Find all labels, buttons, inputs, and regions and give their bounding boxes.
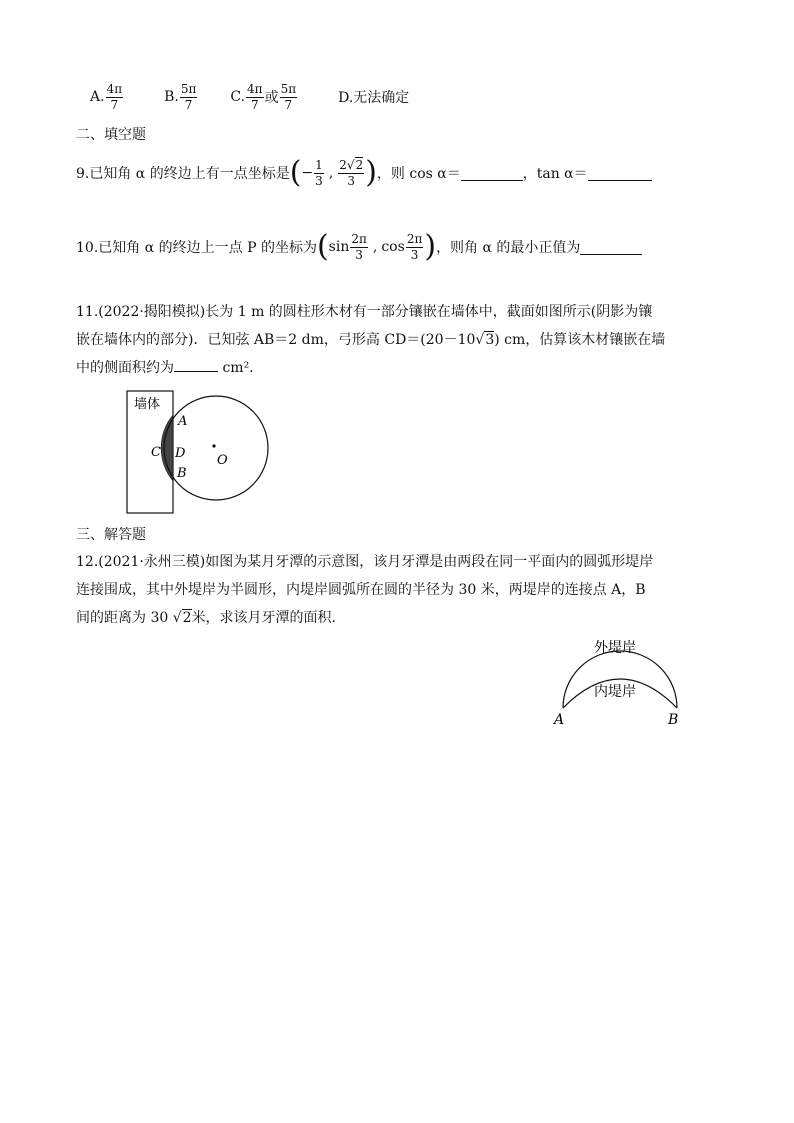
figure-wood-in-wall bbox=[120, 385, 280, 520]
option-b-label: B. bbox=[164, 89, 179, 105]
option-b-fraction: $\frac{5\pi}{7}$ bbox=[180, 81, 197, 112]
section-title-fill-in: 二、填空题 bbox=[76, 127, 146, 143]
q10-cos-fraction: $\frac{2\pi}{3}$ bbox=[406, 231, 423, 262]
q12-line-1: 12.(2021·永州三模)如图为某月牙潭的示意图，该月牙潭是由两段在同一平面内的圆弧形堤岸 bbox=[76, 554, 654, 570]
option-c-or: 或 bbox=[264, 90, 279, 106]
q10-sin: sin bbox=[328, 239, 350, 255]
q9-y-fraction: $\frac{2√2}{3}$ bbox=[339, 157, 364, 188]
q10-blank[interactable] bbox=[580, 240, 642, 255]
point-a-label: A bbox=[178, 414, 188, 429]
q9-cos-prompt: ，则 cos α＝ bbox=[376, 166, 461, 182]
q10-prefix: 10.已知角 α 的终边上一点 P 的坐标为 bbox=[76, 240, 317, 256]
outer-bank-label: 外堤岸 bbox=[594, 640, 636, 656]
point-c-label: C bbox=[151, 445, 161, 460]
q10-left-paren: ( bbox=[316, 229, 329, 264]
q9-x-fraction: $\frac{1}{3}$ bbox=[315, 157, 323, 188]
q10-suffix: ，则角 α 的最小正值为 bbox=[436, 240, 581, 256]
point-b-label: B bbox=[177, 466, 187, 481]
q10-cos: cos bbox=[381, 239, 405, 255]
q9-right-paren: ) bbox=[365, 155, 377, 190]
center-dot bbox=[212, 444, 215, 447]
q9-comma: , bbox=[328, 165, 334, 181]
q9-cos-blank[interactable] bbox=[461, 166, 523, 181]
point-a-label: A bbox=[554, 712, 565, 728]
q11-line-3: 中的侧面积约为 cm². bbox=[76, 354, 716, 382]
question-11 bbox=[76, 298, 716, 382]
q11-blank[interactable] bbox=[174, 357, 218, 372]
question-12 bbox=[76, 548, 716, 632]
q11-line-2: 嵌在墙体内的部分)．已知弦 AB＝2 dm，弓形高 CD＝(20－10√3) cm，估算该木材镶嵌在墙 bbox=[76, 332, 666, 348]
q10-right-paren: ) bbox=[424, 229, 437, 264]
point-o-label: O bbox=[217, 453, 228, 468]
option-c-label: C. bbox=[230, 89, 246, 105]
q8-options bbox=[90, 78, 409, 116]
q9-left-paren: ( bbox=[289, 155, 302, 190]
question-9 bbox=[76, 152, 652, 194]
option-c-fraction-1: $\frac{4\pi}{7}$ bbox=[247, 81, 263, 112]
q9-tan-blank[interactable] bbox=[588, 166, 652, 181]
point-b-label: B bbox=[668, 712, 679, 728]
embedded-segment-shaded bbox=[161, 415, 173, 481]
question-10 bbox=[76, 226, 642, 268]
q11-line-1: 11.(2022·揭阳模拟)长为 1 m 的圆柱形木材有一部分镶嵌在墙体中，截面如图所示(阴影为镶 bbox=[76, 304, 653, 320]
q9-tan-prompt: ，tan α＝ bbox=[522, 166, 588, 182]
section-title-solve: 三、解答题 bbox=[76, 527, 146, 543]
option-c-fraction-2: $\frac{5\pi}{7}$ bbox=[280, 81, 297, 112]
point-d-label: D bbox=[175, 446, 186, 461]
wall-label: 墙体 bbox=[134, 397, 161, 412]
q12-line-3: 间的距离为 30 √2米，求该月牙潭的面积. bbox=[76, 610, 337, 626]
q10-sin-fraction: $\frac{2\pi}{3}$ bbox=[351, 231, 367, 262]
option-a-label: A. bbox=[90, 89, 105, 105]
option-a bbox=[90, 83, 124, 111]
q10-comma: , bbox=[372, 239, 378, 255]
option-a-fraction: $\frac{4\pi}{7}$ bbox=[106, 81, 123, 112]
q9-prefix: 9.已知角 α 的终边上有一点坐标是 bbox=[76, 166, 290, 182]
q12-line-2: 连接围成，其中外堤岸为半圆形，内堤岸圆弧所在圆的半径为 30 米，两堤岸的连接点 A，B bbox=[76, 582, 646, 598]
option-b bbox=[164, 83, 198, 111]
q9-x-sign: − bbox=[301, 165, 314, 181]
inner-bank-label: 内堤岸 bbox=[594, 684, 636, 700]
option-c bbox=[230, 83, 298, 111]
option-d: D.无法确定 bbox=[338, 90, 410, 106]
figure-crescent-pond bbox=[548, 630, 698, 730]
